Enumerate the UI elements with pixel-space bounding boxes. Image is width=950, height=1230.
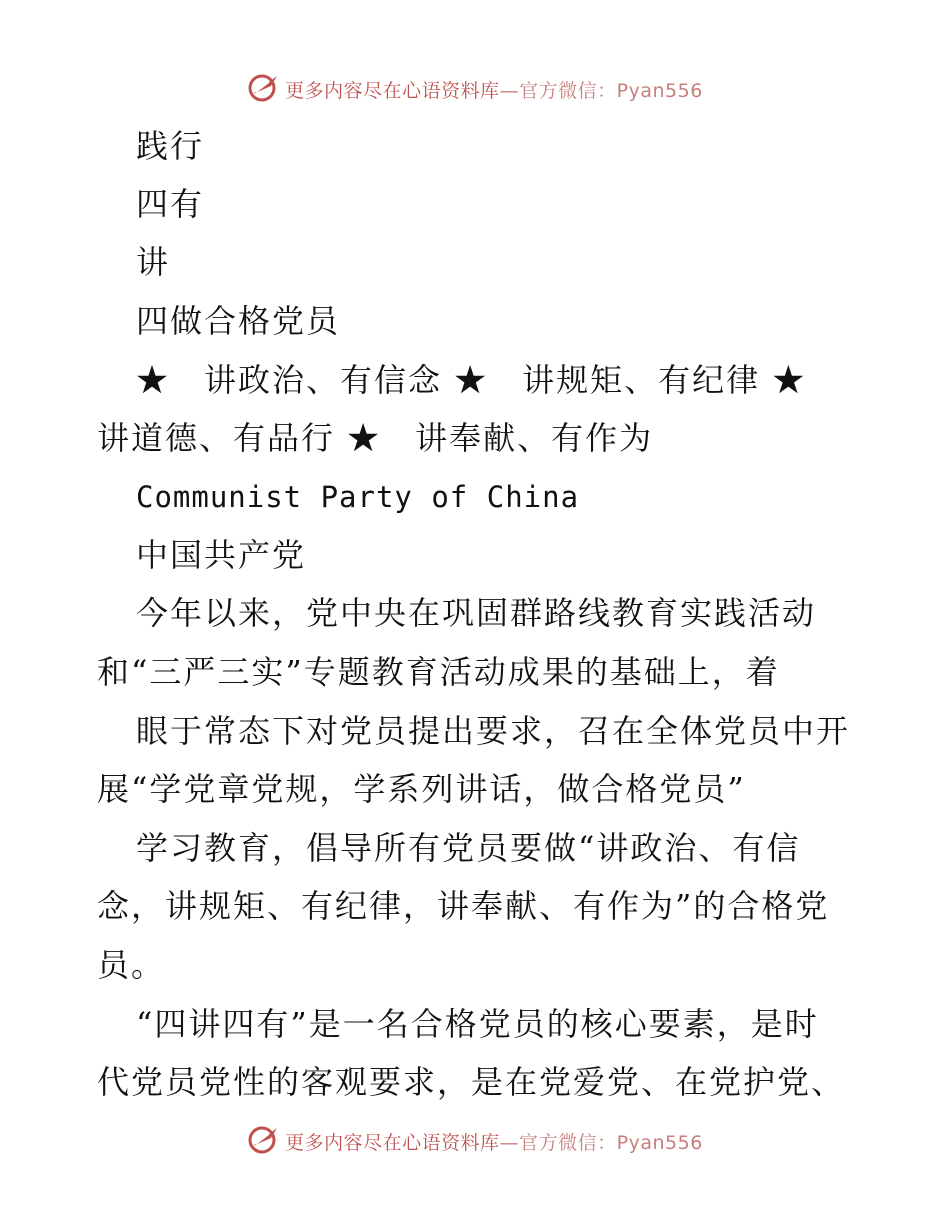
text-line: 中国共产党 <box>136 536 307 574</box>
paragraph-line: 员。 <box>97 946 166 984</box>
text-line: 四有 <box>136 185 205 223</box>
watermark-wechat: —官方微信：Pyan556 <box>499 80 703 102</box>
watermark-text: 更多内容尽在心语资料库 <box>285 80 500 102</box>
watermark-text: 更多内容尽在心语资料库 <box>285 1132 500 1154</box>
header-watermark <box>0 72 950 107</box>
paragraph-line: 眼于常态下对党员提出要求，召在全体党员中开 <box>136 712 851 750</box>
quill-logo-icon <box>247 1124 281 1159</box>
paragraph-line: “四讲四有”是一名合格党员的核心要素，是时 <box>136 1005 819 1043</box>
text-line: 讲道德、有品行 ★ 讲奉献、有作为 <box>97 419 654 457</box>
paragraph-line: 念，讲规矩、有纪律，讲奉献、有作为”的合格党 <box>97 887 830 925</box>
text-line: ★ 讲政治、有信念 ★ 讲规矩、有纪律 ★ <box>136 361 807 399</box>
watermark-wechat: —官方微信：Pyan556 <box>499 1132 703 1154</box>
text-line-english: Communist Party of China <box>136 480 580 514</box>
quill-logo-icon <box>247 72 281 107</box>
footer-watermark <box>0 1124 950 1159</box>
paragraph-line: 和“三严三实”专题教育活动成果的基础上，着 <box>97 653 780 691</box>
text-line: 践行 <box>136 127 205 165</box>
paragraph-line: 今年以来，党中央在巩固群路线教育实践活动 <box>136 594 817 632</box>
paragraph-line: 展“学党章党规，学系列讲话，做合格党员” <box>97 770 746 808</box>
text-line: 讲 <box>136 243 171 281</box>
paragraph-line: 代党员党性的客观要求，是在党爱党、在党护党、 <box>97 1063 846 1101</box>
text-line: 四做合格党员 <box>136 302 341 340</box>
paragraph-line: 学习教育，倡导所有党员要做“讲政治、有信 <box>136 829 801 867</box>
